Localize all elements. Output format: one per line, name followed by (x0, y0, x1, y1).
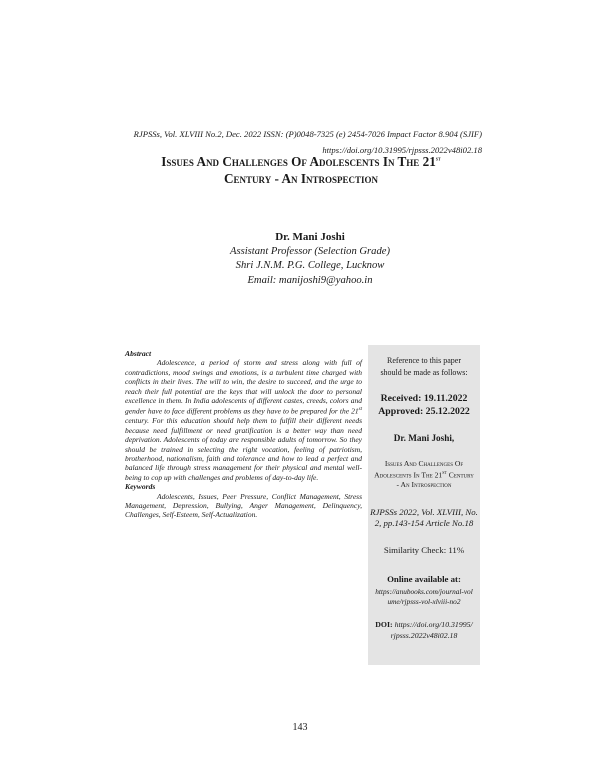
title-line-1: Issues And Challenges Of Adolescents In The 21 (161, 154, 436, 169)
reference-author: Dr. Mani Joshi, (393, 433, 455, 443)
paper-title (120, 153, 482, 187)
author-block (200, 230, 420, 288)
author-name: Dr. Mani Joshi (275, 231, 345, 243)
doi-label: DOI: (375, 620, 393, 630)
reference-title-sup: st (442, 470, 447, 476)
reference-doi (368, 619, 480, 641)
approved-date: Approved: 25.12.2022 (378, 406, 470, 417)
doi-link-box[interactable]: https://doi.org/10.31995/rjpsss.2022v48i02.18 (390, 620, 473, 641)
author-email[interactable]: Email: manijoshi9@yahoo.in (247, 274, 373, 286)
reference-citation: RJPSSs 2022, Vol. XLVIII, No. 2, pp.143-154 Article No.18 (370, 507, 478, 529)
abstract-column (125, 349, 362, 520)
keywords-label: Keywords (125, 482, 156, 492)
received-date: Received: 19.11.2022 (380, 393, 468, 404)
online-available-label: Online available at: (387, 573, 461, 584)
title-superscript: st (435, 156, 441, 163)
author-institution: Shri J.N.M. P.G. College, Lucknow (235, 260, 385, 271)
title-line-2: Century - An Introspection (224, 171, 378, 186)
abstract-superscript: st (358, 407, 362, 413)
reference-title-end: Century - An Introspection (396, 470, 474, 490)
keywords-text: Adolescents, Issues, Peer Pressure, Conflict Management, Stress Management, Depression, Bullying, Anger Management, Delinquency, Challenges, Self-Esteem, Self-Actualization. (125, 491, 362, 520)
abstract-text-part1: Adolescence, a period of storm and stress along with full of contradictions, mood swings and emotions, is a turbulent time charged with conflicts in their lives. The will to win, the desire to succeed, and the urge to reach their full potential are the keys that will unlock the door to personal excellence in them. In India adolescents of different castes, creeds, colors and gender have to face different problems as they have to be prepared for the 21 (125, 358, 362, 416)
journal-info-line: RJPSSs, Vol. XLVIII No.2, Dec. 2022 ISSN: (P)0048-7325 (e) 2454-7026 Impact Factor 8.904 (SJIF) (133, 129, 482, 139)
abstract-text (125, 358, 362, 482)
reference-title-text: Issues And Challenges Of Adolescents In The 21 (374, 458, 464, 480)
online-url-link[interactable]: https://anubooks.com/journal-volume/rjpsss-vol-xlviii-no2 (375, 587, 473, 607)
similarity-check: Similarity Check: 11% (383, 545, 465, 556)
reference-title (368, 459, 480, 491)
abstract-text-part2: century. For this education should help them to fulfill their different needs because need fulfillment or need gratification is a better way than need deprivation. Adolescents of today are responsible adults of tomorrow. So they should be trained in selecting the right vocation, feeling of patriotism, brotherhood, nationalism, faith and tolerance and how to lead a perfect and balanced life through stress management for their physical and mental well-being to cop up with challenges and problems of day-to-day life. (125, 416, 362, 482)
reference-box (368, 345, 480, 665)
reference-intro: Reference to this paper should be made as follows: (380, 356, 468, 377)
doi-link[interactable]: https://doi.org/10.31995/rjpsss.2022v48i02.18 (322, 145, 482, 155)
author-designation: Assistant Professor (Selection Grade) (230, 245, 390, 257)
page-number: 143 (292, 722, 308, 733)
abstract-label: Abstract (125, 349, 152, 358)
